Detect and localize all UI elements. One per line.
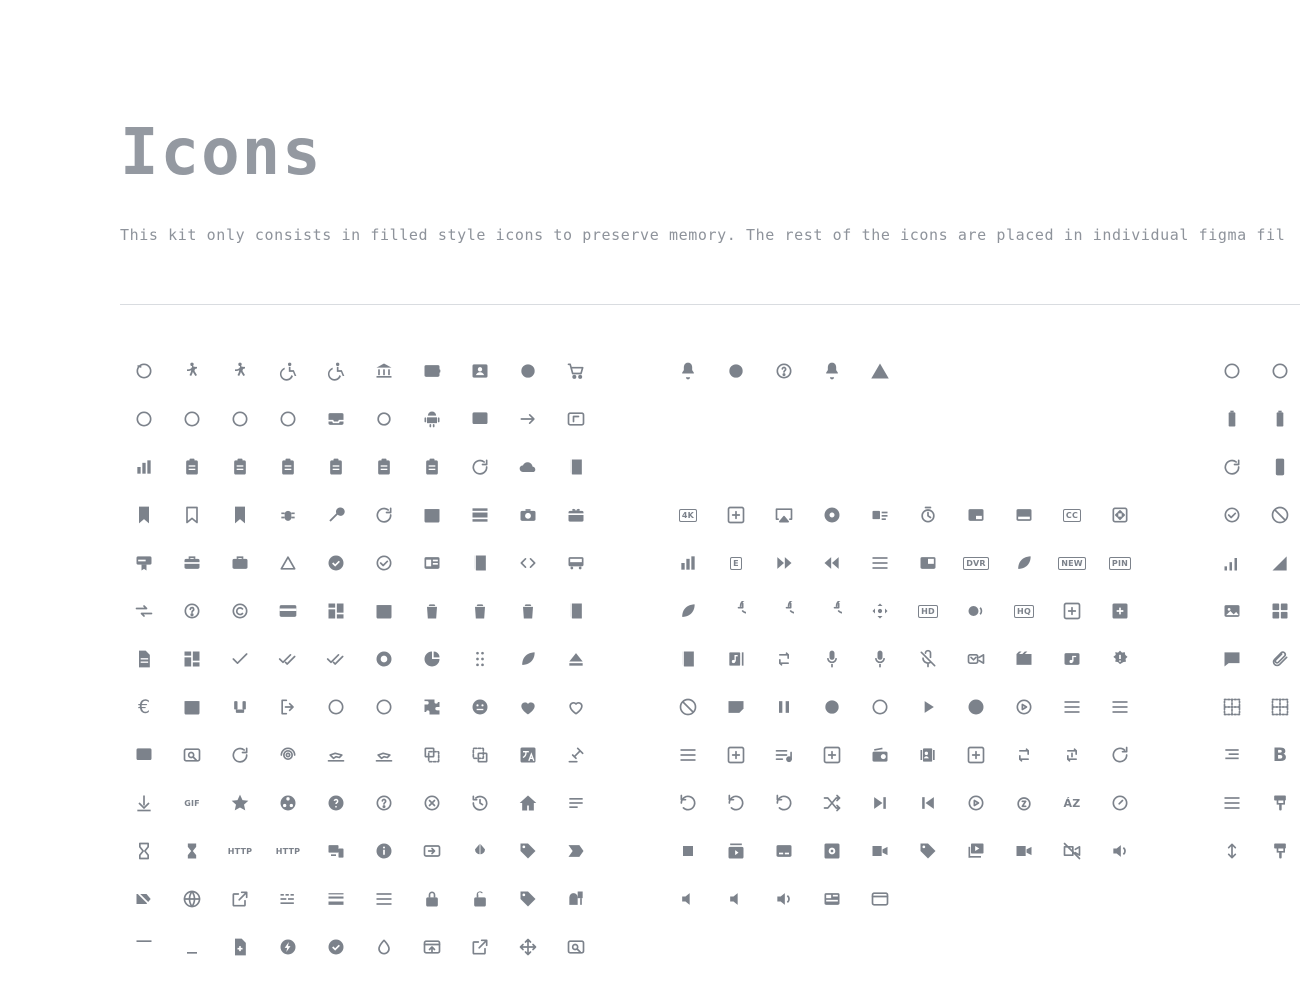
queue-play-next-icon[interactable]	[808, 731, 856, 779]
launch-icon[interactable]	[216, 875, 264, 923]
icon-row	[1208, 587, 1300, 635]
flip-to-front-icon[interactable]	[456, 731, 504, 779]
grade-icon[interactable]	[216, 779, 264, 827]
replay-5-icon[interactable]	[760, 779, 808, 827]
volume-down-icon[interactable]	[1096, 827, 1144, 875]
videocam-off-icon[interactable]	[1048, 827, 1096, 875]
movie-icon[interactable]	[1000, 635, 1048, 683]
repeat-icon[interactable]	[1000, 731, 1048, 779]
replay-icon[interactable]	[1096, 731, 1144, 779]
open-in-browser-icon[interactable]	[408, 923, 456, 971]
event-icon[interactable]	[168, 683, 216, 731]
get-app-icon[interactable]	[120, 779, 168, 827]
play-circle-filled-icon[interactable]	[952, 683, 1000, 731]
format-list-numbered-icon[interactable]	[1208, 779, 1256, 827]
card-travel-icon[interactable]	[168, 539, 216, 587]
height-icon[interactable]	[1208, 827, 1256, 875]
replay-10-icon[interactable]	[664, 779, 712, 827]
icon-row	[120, 923, 600, 971]
icon-row	[664, 587, 1144, 635]
icon-row	[120, 827, 600, 875]
subtitles-icon[interactable]	[760, 827, 808, 875]
stop-icon[interactable]	[664, 827, 712, 875]
assignment-ind-icon[interactable]	[216, 443, 264, 491]
icon-row	[664, 731, 1144, 779]
alarm-add-icon[interactable]	[168, 395, 216, 443]
pause-icon[interactable]	[760, 683, 808, 731]
subscriptions-icon[interactable]	[712, 827, 760, 875]
icon-row	[664, 347, 1144, 395]
find-replace-icon[interactable]	[216, 731, 264, 779]
assignment-late-icon[interactable]	[264, 443, 312, 491]
3d-rotation-icon[interactable]	[120, 347, 168, 395]
page-subtitle: This kit only consists in filled style icons to preserve memory. The rest of the icons are placed in individual figma fil	[120, 226, 1286, 245]
videocam-icon[interactable]	[1000, 827, 1048, 875]
maximize-icon[interactable]	[120, 923, 168, 971]
signal-cellular-bar-icon[interactable]	[1208, 539, 1256, 587]
icon-row	[664, 875, 1144, 923]
assessment-icon[interactable]	[120, 443, 168, 491]
account-balance-icon[interactable]	[360, 347, 408, 395]
warning-icon[interactable]	[856, 347, 904, 395]
mic-none-icon[interactable]	[856, 635, 904, 683]
help-outline-icon[interactable]	[360, 779, 408, 827]
find-in-page-icon[interactable]	[168, 731, 216, 779]
donut-large-icon[interactable]	[360, 635, 408, 683]
minimize-icon[interactable]	[168, 923, 216, 971]
library-add-check-icon[interactable]	[1096, 587, 1144, 635]
icon-row	[1208, 779, 1300, 827]
recent-actors-icon[interactable]	[904, 731, 952, 779]
playlist-add-icon[interactable]	[1048, 683, 1096, 731]
favorite-border-icon[interactable]	[552, 683, 600, 731]
error-outline-icon[interactable]	[760, 347, 808, 395]
add-shopping-cart-icon[interactable]	[552, 347, 600, 395]
hd-icon[interactable]: HD	[904, 587, 952, 635]
note-icon[interactable]	[712, 683, 760, 731]
bluetooth-searching-icon[interactable]	[1208, 443, 1256, 491]
alarm-clock-icon[interactable]	[1208, 347, 1256, 395]
line-weight-icon[interactable]	[312, 875, 360, 923]
data-usage-check-icon[interactable]	[1208, 491, 1256, 539]
highlight-off-icon[interactable]	[408, 779, 456, 827]
high-quality-icon[interactable]: HQ	[1000, 587, 1048, 635]
equalizer-icon[interactable]	[664, 539, 712, 587]
open-in-new-icon[interactable]	[456, 923, 504, 971]
icon-row	[120, 875, 600, 923]
android-icon[interactable]	[408, 395, 456, 443]
chrome-reader-mode-icon[interactable]	[408, 539, 456, 587]
notification-important-icon[interactable]	[808, 347, 856, 395]
https-icon[interactable]: HTTP	[275, 846, 301, 856]
icon-row	[1208, 491, 1300, 539]
video-call-icon[interactable]	[856, 827, 904, 875]
do-not-disturb-icon[interactable]	[1256, 491, 1300, 539]
feedback-icon[interactable]	[120, 731, 168, 779]
flight-land-icon[interactable]	[312, 731, 360, 779]
label-off-icon[interactable]	[120, 875, 168, 923]
history-icon[interactable]	[456, 779, 504, 827]
icon-row	[664, 395, 1144, 443]
assignment-icon[interactable]	[168, 443, 216, 491]
info-icon[interactable]	[360, 827, 408, 875]
fiber-dvr-icon[interactable]: DVR	[952, 539, 1000, 587]
pageview-icon[interactable]	[552, 923, 600, 971]
format-clear-icon[interactable]	[1256, 827, 1300, 875]
bluetooth-connected-icon[interactable]	[1256, 443, 1300, 491]
airplay-icon[interactable]	[760, 491, 808, 539]
alarm-off-icon[interactable]	[216, 395, 264, 443]
library-books-icon[interactable]	[664, 635, 712, 683]
snooze-icon[interactable]	[1000, 779, 1048, 827]
4k-icon[interactable]: 4K	[664, 491, 712, 539]
forward-30-icon[interactable]	[760, 587, 808, 635]
all-inbox-icon[interactable]	[312, 395, 360, 443]
icon-row	[120, 347, 600, 395]
fingerprint-icon[interactable]	[264, 731, 312, 779]
offline-bolt-icon[interactable]	[264, 923, 312, 971]
error-icon[interactable]	[712, 347, 760, 395]
assignment-returned-icon[interactable]	[360, 443, 408, 491]
icon-row	[120, 443, 600, 491]
label-important-icon[interactable]	[552, 827, 600, 875]
featured-video-icon[interactable]	[904, 539, 952, 587]
gavel-icon[interactable]	[552, 731, 600, 779]
icon-row	[1208, 731, 1300, 779]
bookmarks-icon[interactable]	[216, 491, 264, 539]
code-icon[interactable]	[504, 539, 552, 587]
loyalty-icon[interactable]	[504, 875, 552, 923]
label-icon[interactable]	[504, 827, 552, 875]
volume-mute-icon[interactable]	[664, 875, 712, 923]
card-membership-icon[interactable]	[120, 539, 168, 587]
mic-icon[interactable]	[808, 635, 856, 683]
description-icon[interactable]	[120, 635, 168, 683]
av-timer-icon[interactable]	[904, 491, 952, 539]
format-bold-icon[interactable]: B	[1272, 743, 1288, 766]
lock-open-icon[interactable]	[456, 875, 504, 923]
library-music-icon[interactable]	[712, 635, 760, 683]
http-icon[interactable]: HTTP	[227, 846, 253, 856]
border-all-icon[interactable]	[1208, 683, 1256, 731]
class-icon[interactable]	[456, 539, 504, 587]
mic-off-icon[interactable]	[904, 635, 952, 683]
fiber-manual-record-icon[interactable]	[1000, 539, 1048, 587]
page-title: Icons	[120, 116, 323, 190]
copyright-icon[interactable]	[216, 587, 264, 635]
attach-file-icon[interactable]	[1256, 635, 1300, 683]
playlist-add-check-icon[interactable]	[1096, 683, 1144, 731]
extension-icon[interactable]	[408, 683, 456, 731]
all-out-icon[interactable]	[360, 395, 408, 443]
icon-grid-column-b	[664, 347, 1144, 923]
account-balance-wallet-icon[interactable]	[408, 347, 456, 395]
call-to-action-icon[interactable]	[1000, 491, 1048, 539]
dns-list-icon[interactable]	[168, 635, 216, 683]
done-all-icon[interactable]	[264, 635, 312, 683]
icon-row	[120, 587, 600, 635]
arrow-right-alt-icon[interactable]	[504, 395, 552, 443]
battery-full-icon[interactable]	[1208, 395, 1256, 443]
icon-row	[1208, 635, 1300, 683]
not-interested-icon[interactable]	[664, 683, 712, 731]
add-to-queue-icon[interactable]	[712, 491, 760, 539]
accessible-icon[interactable]	[264, 347, 312, 395]
hearing-icon[interactable]	[952, 587, 1000, 635]
eco-icon[interactable]	[504, 635, 552, 683]
widgets-icon[interactable]	[1256, 587, 1300, 635]
format-paint-icon[interactable]	[1256, 779, 1300, 827]
assignment-turned-in-icon[interactable]	[408, 443, 456, 491]
signal-cellular-alt-icon[interactable]	[1256, 539, 1300, 587]
offline-pin-icon[interactable]	[312, 923, 360, 971]
video-library-icon[interactable]	[952, 827, 1000, 875]
loop-icon[interactable]	[760, 635, 808, 683]
games-icon[interactable]	[856, 587, 904, 635]
autorenew-icon[interactable]	[456, 443, 504, 491]
music-video-icon[interactable]	[1048, 635, 1096, 683]
radio-icon[interactable]	[856, 731, 904, 779]
alarm-on-icon[interactable]	[264, 395, 312, 443]
check-circle-outline-icon[interactable]	[360, 539, 408, 587]
fiber-pin-icon[interactable]: PIN	[1096, 539, 1144, 587]
icon-row	[664, 779, 1144, 827]
queue-icon[interactable]	[712, 731, 760, 779]
repeat-one-icon[interactable]	[1048, 731, 1096, 779]
cases-icon[interactable]	[216, 539, 264, 587]
replay-30-icon[interactable]	[712, 779, 760, 827]
language-icon[interactable]	[168, 875, 216, 923]
lock-icon[interactable]	[408, 875, 456, 923]
aspect-ratio-icon[interactable]	[552, 395, 600, 443]
bug-report-icon[interactable]	[264, 491, 312, 539]
help-icon[interactable]	[312, 779, 360, 827]
closed-caption-icon[interactable]: CC	[1048, 491, 1096, 539]
accessible-forward-icon[interactable]	[312, 347, 360, 395]
accessibility-new-icon[interactable]	[216, 347, 264, 395]
icon-row	[1208, 539, 1300, 587]
icon-row	[664, 539, 1144, 587]
icon-row	[120, 539, 600, 587]
bookmark-icon[interactable]	[120, 491, 168, 539]
alarm-icon[interactable]	[120, 395, 168, 443]
compare-arrows-icon[interactable]	[120, 587, 168, 635]
commute-icon[interactable]	[552, 539, 600, 587]
play-circle-outline-icon[interactable]	[1000, 683, 1048, 731]
header-divider	[120, 304, 1300, 305]
add-comment-icon[interactable]	[1208, 635, 1256, 683]
control-camera-icon[interactable]	[1096, 491, 1144, 539]
input-icon[interactable]	[408, 827, 456, 875]
important-devices-icon[interactable]	[312, 827, 360, 875]
invert-colors-icon[interactable]	[456, 827, 504, 875]
fast-rewind-icon[interactable]	[808, 539, 856, 587]
opacity-icon[interactable]	[360, 923, 408, 971]
library-add-icon[interactable]	[1048, 587, 1096, 635]
volume-off-icon[interactable]	[712, 875, 760, 923]
album-icon[interactable]	[808, 491, 856, 539]
icon-row	[1208, 347, 1300, 395]
change-history-icon[interactable]	[264, 539, 312, 587]
credit-card-icon[interactable]	[264, 587, 312, 635]
format-align-right-icon[interactable]	[1208, 731, 1256, 779]
battery-unknown-icon[interactable]	[1256, 395, 1300, 443]
icon-row	[120, 779, 600, 827]
speed-icon[interactable]	[1096, 779, 1144, 827]
announcement-icon[interactable]	[456, 395, 504, 443]
event-seat-icon[interactable]	[216, 683, 264, 731]
video-label-icon[interactable]	[904, 827, 952, 875]
account-box-icon[interactable]	[456, 347, 504, 395]
icon-row	[664, 635, 1144, 683]
open-with-icon[interactable]	[504, 923, 552, 971]
bookmark-border-icon[interactable]	[168, 491, 216, 539]
new-releases-icon[interactable]	[1096, 635, 1144, 683]
exit-to-app-icon[interactable]	[264, 683, 312, 731]
icon-grid-column-c	[1208, 347, 1300, 875]
icon-row	[1208, 827, 1300, 875]
cached-icon[interactable]	[360, 491, 408, 539]
flip-to-back-icon[interactable]	[408, 731, 456, 779]
web-icon[interactable]	[808, 875, 856, 923]
accessibility-icon[interactable]	[168, 347, 216, 395]
pause-circle-outline-icon[interactable]	[856, 683, 904, 731]
delete-forever-icon[interactable]	[456, 587, 504, 635]
slow-motion-video-icon[interactable]	[952, 779, 1000, 827]
featured-play-list-icon[interactable]	[856, 539, 904, 587]
play-arrow-icon[interactable]	[904, 683, 952, 731]
explicit-icon[interactable]: E	[712, 539, 760, 587]
list-icon[interactable]	[360, 875, 408, 923]
forward-10-icon[interactable]	[712, 587, 760, 635]
fast-forward-icon[interactable]	[760, 539, 808, 587]
icon-row	[664, 683, 1144, 731]
queue-music-icon[interactable]	[760, 731, 808, 779]
calendar-today-icon[interactable]	[408, 491, 456, 539]
icon-row	[120, 395, 600, 443]
eject-icon[interactable]	[552, 635, 600, 683]
hourglass-full-icon[interactable]	[168, 827, 216, 875]
forward-5-icon[interactable]	[808, 587, 856, 635]
icon-row	[1208, 683, 1300, 731]
euro-symbol-icon[interactable]: €	[137, 695, 151, 718]
hourglass-empty-icon[interactable]	[120, 827, 168, 875]
icon-row	[120, 491, 600, 539]
drag-indicator-icon[interactable]	[456, 635, 504, 683]
done-icon[interactable]	[216, 635, 264, 683]
assignment-return-icon[interactable]	[312, 443, 360, 491]
horizontal-split-icon[interactable]	[552, 779, 600, 827]
access-alarms-icon[interactable]	[1256, 347, 1300, 395]
favorite-icon[interactable]	[504, 683, 552, 731]
build-icon[interactable]	[312, 491, 360, 539]
web-asset-icon[interactable]	[856, 875, 904, 923]
g-translate-icon[interactable]	[504, 731, 552, 779]
icon-row	[664, 491, 1144, 539]
fiber-new-icon[interactable]: NEW	[1048, 539, 1096, 587]
donut-small-icon[interactable]	[408, 635, 456, 683]
shuffle-icon[interactable]	[808, 779, 856, 827]
account-circle-icon[interactable]	[504, 347, 552, 395]
icon-row	[1208, 395, 1300, 443]
volume-up-icon[interactable]	[760, 875, 808, 923]
icon-row	[664, 443, 1144, 491]
line-style-icon[interactable]	[264, 875, 312, 923]
contact-support-icon[interactable]	[168, 587, 216, 635]
dns-icon[interactable]	[552, 587, 600, 635]
markunread-mailbox-icon[interactable]	[552, 875, 600, 923]
date-range-icon[interactable]	[360, 587, 408, 635]
camera-enhance-icon[interactable]	[504, 491, 552, 539]
surround-sound-icon[interactable]	[808, 827, 856, 875]
sort-by-alpha-icon[interactable]: ÁZ	[1063, 796, 1081, 810]
border-clear-icon[interactable]	[1256, 683, 1300, 731]
skip-previous-icon[interactable]	[904, 779, 952, 827]
pause-circle-filled-icon[interactable]	[808, 683, 856, 731]
home-icon[interactable]	[504, 779, 552, 827]
done-outline-icon[interactable]	[312, 635, 360, 683]
missed-video-call-icon[interactable]	[952, 635, 1000, 683]
wallpaper-icon[interactable]	[1208, 587, 1256, 635]
branding-watermark-icon[interactable]	[952, 491, 1000, 539]
fiber-smart-record-icon[interactable]	[664, 587, 712, 635]
playlist-play-icon[interactable]	[664, 731, 712, 779]
delete-outline-icon[interactable]	[504, 587, 552, 635]
explore-icon[interactable]	[312, 683, 360, 731]
icon-row	[120, 635, 600, 683]
delete-icon[interactable]	[408, 587, 456, 635]
dashboard-icon[interactable]	[312, 587, 360, 635]
check-circle-icon[interactable]	[312, 539, 360, 587]
backup-icon[interactable]	[504, 443, 552, 491]
card-giftcard-icon[interactable]	[552, 491, 600, 539]
icon-row	[1208, 443, 1300, 491]
skip-next-icon[interactable]	[856, 779, 904, 827]
add-alert-icon[interactable]	[664, 347, 712, 395]
remove-from-queue-icon[interactable]	[952, 731, 1000, 779]
gif-icon[interactable]: GIF	[184, 798, 200, 808]
flight-takeoff-icon[interactable]	[360, 731, 408, 779]
art-track-icon[interactable]	[856, 491, 904, 539]
icon-grid-column-a	[120, 347, 600, 971]
calendar-view-day-icon[interactable]	[456, 491, 504, 539]
note-add-icon[interactable]	[216, 923, 264, 971]
book-icon[interactable]	[552, 443, 600, 491]
explore-off-icon[interactable]	[360, 683, 408, 731]
face-icon[interactable]	[456, 683, 504, 731]
icon-row	[120, 731, 600, 779]
group-work-icon[interactable]	[264, 779, 312, 827]
icon-row	[664, 827, 1144, 875]
icon-row	[120, 683, 600, 731]
